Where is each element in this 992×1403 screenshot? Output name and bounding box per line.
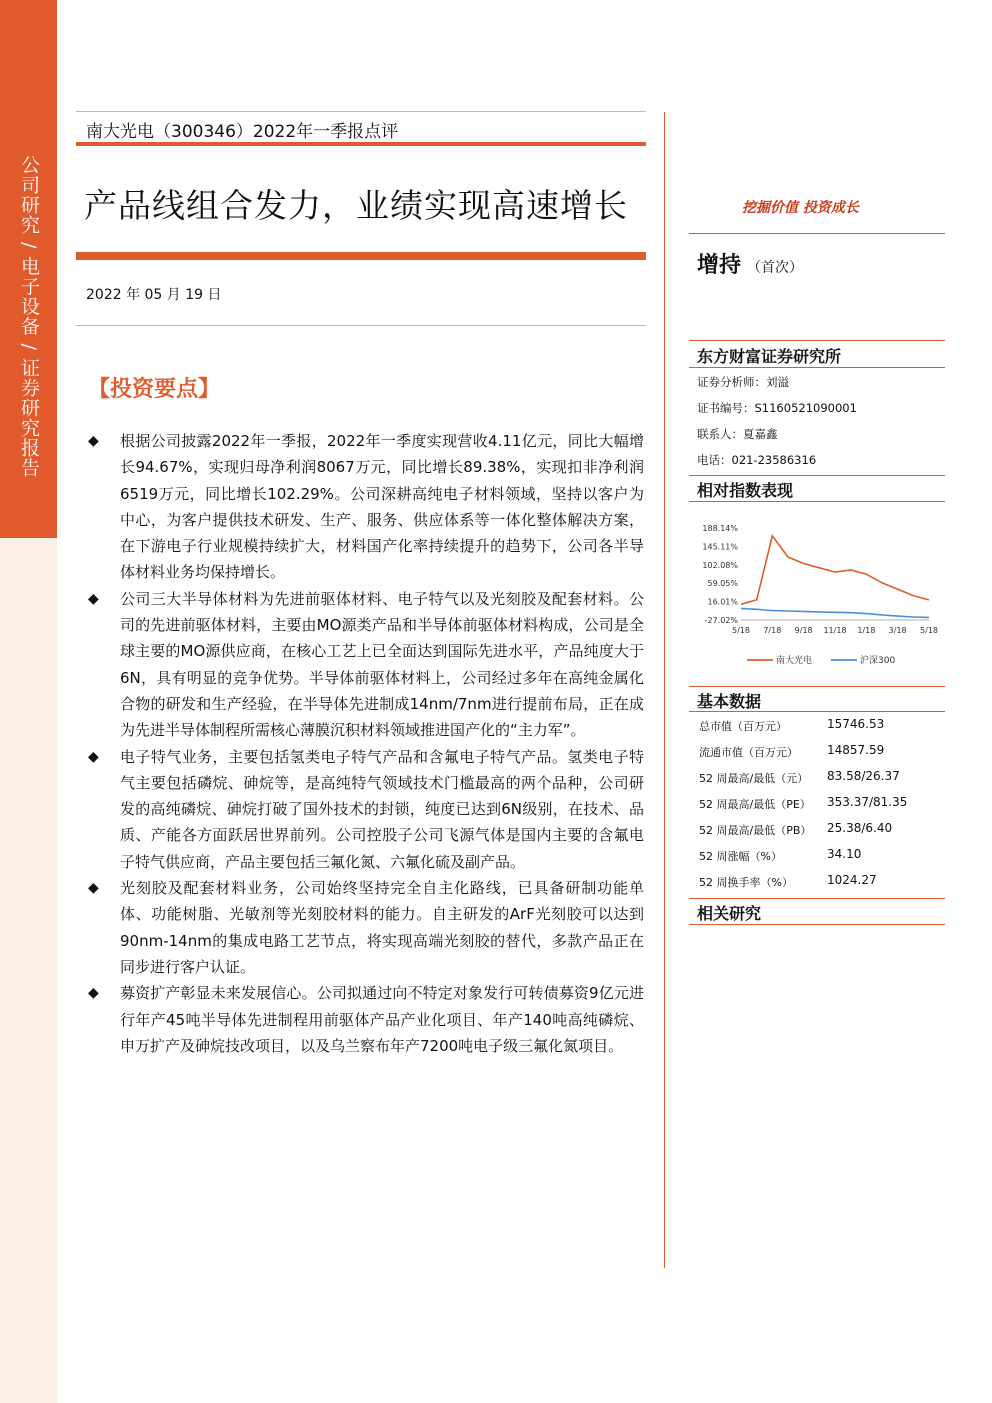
basic-value: 14857.59 <box>827 743 885 757</box>
bullet-item <box>86 428 644 586</box>
date-rule <box>76 325 646 326</box>
y-tick-label: 145.11% <box>702 542 738 552</box>
y-tick-label: -27.02% <box>704 616 738 625</box>
sidebar-label: 公司研究 / 电子设备 / 证券研究报告 <box>18 155 40 478</box>
related-rule-bottom <box>689 924 945 925</box>
rating-value: 增持 <box>697 253 742 278</box>
diamond-icon: ◆ <box>88 433 99 449</box>
x-tick-label: 9/18 <box>794 626 813 635</box>
cert-number: 证书编号：S1160521090001 <box>697 401 857 415</box>
contact: 联系人：夏嘉鑫 <box>697 427 778 441</box>
phone: 电话：021-23586316 <box>697 453 817 467</box>
basic-key: 总市值（百万元） <box>699 720 787 733</box>
x-tick-label: 11/18 <box>823 626 847 635</box>
x-tick-label: 3/18 <box>888 626 907 635</box>
bullet-text: 募资扩产彰显未来发展信心。公司拟通过向不特定对象发行可转债募资9亿元进行年产45吨半导体先进制程用前驱体产品产业化项目、年产140吨高纯磷烷、申万扩产及砷烷技改项目，以及乌兰察布年产7200吨电子级三氟化氮项目。 <box>120 984 644 1055</box>
basic-key: 52 周最高/最低（元） <box>699 772 809 785</box>
chart-rule-bottom <box>689 501 945 502</box>
diamond-icon: ◆ <box>88 748 99 765</box>
basic-value: 83.58/26.37 <box>827 769 900 783</box>
bullet-text: 根据公司披露2022年一季报，2022年一季度实现营收4.11亿元，同比大幅增长94.67%，实现归母净利润8067万元，同比增长89.38%，实现扣非净利润6519万元，同比增长102.29%。公司深耕高纯电子材料领域，坚持以客户为中心，为客户提供技术研发、生产、服务、供应体系等一体化整体解决方案，在下游电子行业规模持续扩大，材料国产化率持续提升的趋势下，公司各半导体材料业务均保持增长。 <box>120 432 644 582</box>
x-tick-label: 7/18 <box>763 626 782 635</box>
basic-rule <box>689 686 945 687</box>
rating-note: （首次） <box>747 260 804 276</box>
legend-label: 沪深300 <box>860 656 896 666</box>
series-line-hs300 <box>741 608 929 617</box>
chart-heading: 相对指数表现 <box>697 481 794 500</box>
bullet-item <box>86 586 644 744</box>
y-tick-label: 188.14% <box>702 524 738 533</box>
basic-key: 52 周最高/最低（PB） <box>699 824 812 837</box>
chart-rule <box>689 475 945 476</box>
subtitle-rule <box>76 142 646 146</box>
title-band <box>76 252 646 260</box>
legend-label: 南大光电 <box>776 656 813 666</box>
basic-value: 1024.27 <box>827 873 877 887</box>
institute-name: 东方财富证券研究所 <box>697 347 842 366</box>
diamond-icon: ◆ <box>88 590 99 607</box>
bullet-list <box>86 428 644 1059</box>
sidebar-accent <box>0 0 57 538</box>
basic-value: 34.10 <box>827 847 862 861</box>
basic-row <box>689 870 945 894</box>
analyst: 证券分析师：刘溢 <box>697 375 789 389</box>
basic-row <box>689 818 945 842</box>
basic-key: 52 周最高/最低（PE） <box>699 798 811 811</box>
basic-heading: 基本数据 <box>697 692 762 711</box>
x-tick-label: 5/18 <box>920 626 938 635</box>
basic-row <box>689 740 945 764</box>
basic-row <box>689 844 945 868</box>
basic-key: 52 周涨幅（%） <box>699 850 782 863</box>
y-tick-label: 102.08% <box>702 560 738 570</box>
rating-rule <box>689 233 945 234</box>
relative-index-chart <box>689 510 945 675</box>
basic-value: 25.38/6.40 <box>827 821 893 835</box>
page-title: 产品线组合发力，业绩实现高速增长 <box>84 186 628 225</box>
diamond-icon: ◆ <box>88 985 99 1002</box>
report-date: 2022 年 05 月 19 日 <box>86 287 222 303</box>
diamond-icon: ◆ <box>88 880 99 897</box>
chart-svg <box>689 510 945 675</box>
x-tick-label: 1/18 <box>857 626 876 635</box>
section-heading: 【投资要点】 <box>88 377 221 402</box>
institute-rule <box>689 340 945 341</box>
bullet-text: 光刻胶及配套材料业务，公司始终坚持完全自主化路线，已具备研制功能单体、功能树脂、光敏剂等光刻胶材料的能力。自主研发的ArF光刻胶可以达到90nm-14nm的集成电路工艺节点，将实现高端光刻胶的替代，多款产品正在同步进行客户认证。 <box>120 879 644 976</box>
related-heading: 相关研究 <box>697 904 762 923</box>
basic-row <box>689 766 945 790</box>
column-divider <box>664 112 665 1268</box>
basic-key: 52 周换手率（%） <box>699 876 793 889</box>
y-tick-label: 16.01% <box>707 597 738 607</box>
related-rule <box>689 898 945 899</box>
basic-value: 15746.53 <box>827 717 885 731</box>
bullet-item <box>86 875 644 980</box>
report-subtitle: 南大光电（300346）2022年一季报点评 <box>86 122 399 142</box>
bullet-text: 公司三大半导体材料为先进前驱体材料、电子特气以及光刻胶及配套材料。公司的先进前驱体材料，主要由MO源类产品和半导体前驱体材料构成，公司是全球主要的MO源供应商，在核心工艺上已全面达到国际先进水平，产品纯度大于6N，具有明显的竞争优势。半导体前驱体材料上，公司经过多年在高纯金属化合物的研发和生产经验，在半导体先进制成14nm/7nm进行提前布局，正在成为先进半导体制程所需核心薄膜沉积材料领域推进国产化的“主力军”。 <box>120 589 644 740</box>
top-rule <box>76 111 646 112</box>
x-tick-label: 5/18 <box>732 626 750 635</box>
series-line-nanda <box>741 536 929 604</box>
bullet-text: 电子特气业务，主要包括氢类电子特气产品和含氟电子特气产品。氢类电子特气主要包括磷烷、砷烷等，是高纯特气领域技术门槛最高的两个品种，公司研发的高纯磷烷、砷烷打破了国外技术的封锁，纯度已达到6N级别，在技术、品质、产能各方面跃居世界前列。公司控股子公司飞源气体是国内主要的含氟电子特气供应商，产品主要包括三氟化氮、六氟化硫及副产品。 <box>120 747 644 871</box>
bullet-item <box>86 744 644 875</box>
bullet-item <box>86 980 644 1059</box>
basic-rule-bottom <box>689 711 945 712</box>
basic-value: 353.37/81.35 <box>827 795 908 809</box>
rating <box>697 248 803 279</box>
institute-rule-bottom <box>689 367 945 368</box>
basic-row <box>689 714 945 738</box>
y-tick-label: 59.05% <box>707 579 738 589</box>
slogan: 挖掘价值 投资成长 <box>742 200 859 216</box>
basic-row <box>689 792 945 816</box>
basic-key: 流通市值（百万元） <box>699 746 798 759</box>
